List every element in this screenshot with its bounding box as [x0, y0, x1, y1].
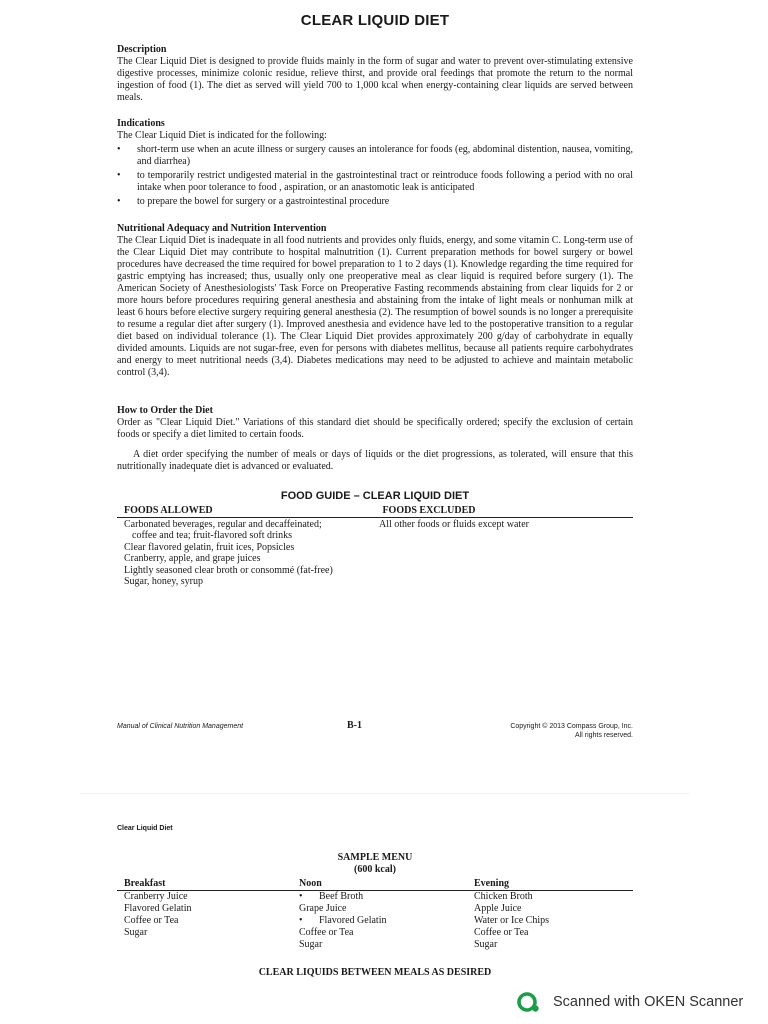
- sample-menu-body: [117, 891, 633, 951]
- footer-manual-title: Manual of Clinical Nutrition Management: [117, 723, 244, 730]
- foods-excluded-header: FOODS EXCLUDED: [382, 505, 476, 516]
- list-item: Grape Juice: [299, 903, 347, 914]
- list-item: Coffee or Tea: [474, 927, 529, 938]
- sample-menu-title: SAMPLE MENU (600 kcal): [337, 852, 413, 875]
- list-item: Coffee or Tea: [299, 927, 354, 938]
- breakfast-header: Breakfast: [124, 878, 166, 889]
- bullet-icon: •: [299, 891, 303, 902]
- list-item: Cranberry, apple, and grape juices: [124, 553, 261, 564]
- list-item: • Beef Broth: [299, 891, 364, 902]
- list-item: Sugar: [299, 939, 323, 950]
- evening-header: Evening: [474, 878, 510, 889]
- order-section: [117, 405, 633, 473]
- food-guide-header: [117, 505, 633, 518]
- bullet-icon: •: [117, 170, 121, 181]
- food-guide-table: [117, 505, 633, 588]
- between-meals-note: CLEAR LIQUIDS BETWEEN MEALS AS DESIRED: [258, 967, 492, 978]
- page2-header: Clear Liquid Diet: [117, 825, 173, 832]
- breakfast-list: [117, 891, 299, 951]
- foods-allowed-list: [117, 519, 379, 588]
- list-item: • Flavored Gelatin: [299, 915, 387, 926]
- list-item: • short-term use when an acute illness or surgery causes an intolerance for foods (eg, abdominal distention, nausea, vomiting, and diarrhea): [117, 144, 633, 167]
- list-item: Sugar: [474, 939, 498, 950]
- list-item: Chicken Broth: [474, 891, 533, 902]
- page-number: B-1: [347, 720, 362, 731]
- list-item: Water or Ice Chips: [474, 915, 549, 926]
- sample-menu-table: [117, 878, 633, 951]
- bullet-icon: •: [117, 196, 121, 207]
- order-text-1: Order as "Clear Liquid Diet." Variations of this standard diet should be specifically ordered; specify the exclusion of certain foods or specify a diet limited to certain foods.: [117, 417, 633, 440]
- evening-list: [474, 891, 633, 951]
- list-item: • to temporarily restrict undigested material in the gastrointestinal tract or reintroduce foods following a period with no oral intake when poor tolerance to food , aspiration, or an anastomotic leak is anticipated: [117, 170, 633, 193]
- list-item: Cranberry Juice: [124, 891, 188, 902]
- description-heading: Description: [117, 44, 167, 55]
- list-item: • to prepare the bowel for surgery or a gastrointestinal procedure: [117, 196, 390, 207]
- indications-intro: The Clear Liquid Diet is indicated for the following:: [117, 130, 327, 141]
- foods-excluded-text: All other foods or fluids except water: [379, 518, 529, 530]
- page-divider: [80, 793, 690, 794]
- list-item: Carbonated beverages, regular and decaffeinated;: [124, 518, 322, 530]
- food-guide-title: FOOD GUIDE – CLEAR LIQUID DIET: [280, 490, 470, 502]
- description-section: [117, 44, 633, 104]
- watermark-text: Scanned with OKEN Scanner: [553, 994, 744, 1010]
- indications-heading: Indications: [117, 118, 165, 129]
- list-item: Coffee or Tea: [124, 915, 179, 926]
- document-title: CLEAR LIQUID DIET: [300, 12, 450, 29]
- sample-menu-header: [117, 878, 633, 891]
- order-heading: How to Order the Diet: [117, 405, 213, 416]
- order-text-2: A diet order specifying the number of meals or days of liquids or the diet progressions, as tolerated, will ensure that this nutritionally inadequate diet is advanced or evaluated.: [117, 449, 633, 472]
- list-item: Sugar: [124, 927, 148, 938]
- food-guide-body: [117, 518, 633, 588]
- noon-header: Noon: [299, 878, 322, 889]
- list-item: Flavored Gelatin: [124, 903, 192, 914]
- bullet-icon: •: [299, 915, 303, 926]
- description-text: The Clear Liquid Diet is designed to provide fluids mainly in the form of sugar and water to prevent over-stimulating extensive digestive processes, minimize colonic residue, relieve thirst, and provide oral feedings that promote the return to the normal ingestion of food (1). The diet as served will yield 700 to 1,000 kcal when energy-containing clear liquids are served between meals.: [117, 56, 633, 103]
- indications-list: [117, 144, 633, 208]
- footer-copyright: Copyright © 2013 Compass Group, Inc. All rights reserved.: [510, 723, 633, 739]
- indications-section: [117, 118, 633, 208]
- page-footer: [117, 720, 633, 744]
- list-item: Clear flavored gelatin, fruit ices, Popsicles: [124, 541, 295, 553]
- list-item: Lightly seasoned clear broth or consommé (fat-free): [124, 564, 333, 576]
- foods-allowed-header: FOODS ALLOWED: [124, 505, 213, 516]
- list-item: Apple Juice: [474, 903, 522, 914]
- adequacy-text: The Clear Liquid Diet is inadequate in all food nutrients and provides only fluids, energy, and some vitamin C. Long-term use of the Clear Liquid Diet may contribute to hospital malnutrition (1). Current preparation methods for bowel surgery or bowel procedures have decreased the time required for bowel preparation to 1 to 2 days (1). Knowledge regarding the time required for gastric emptying has increased; thus, usually only one preoperative meal as clear liquid is required before surgery (1). The American Society of Anesthesiologists' Task Force on Preoperative Fasting recommends abstaining from clear liquids for 2 or more hours before procedures requiring general anesthesia and abstaining from the intake of light meals or nonhuman milk at least 6 hours before elective surgery requiring general anesthesia (2). The resumption of bowel sounds is no longer a prerequisite to resume a regular diet after surgery (1). Improved anesthesia and evidence have led to the postoperative transition to a regular diet based on individual tolerance (1). The Clear Liquid Diet provides approximately 200 g/day of carbohydrate in equally divided amounts. Liquids are not sugar-free, even for persons with diabetes mellitus, because all patients require carbohydrates and energy to meet nutritional needs (3,4). Diabetes medications may need to be adjusted to achieve and maintain metabolic control (3,4).: [117, 235, 633, 378]
- adequacy-heading: Nutritional Adequacy and Nutrition Intervention: [117, 223, 327, 234]
- scanner-watermark: [517, 990, 743, 1014]
- noon-list: [299, 891, 474, 951]
- list-item: coffee and tea; fruit-flavored soft drinks: [132, 530, 293, 541]
- bullet-icon: •: [117, 144, 121, 155]
- oken-logo-icon: [517, 990, 541, 1014]
- adequacy-section: [117, 223, 633, 379]
- list-item: Sugar, honey, syrup: [124, 576, 203, 587]
